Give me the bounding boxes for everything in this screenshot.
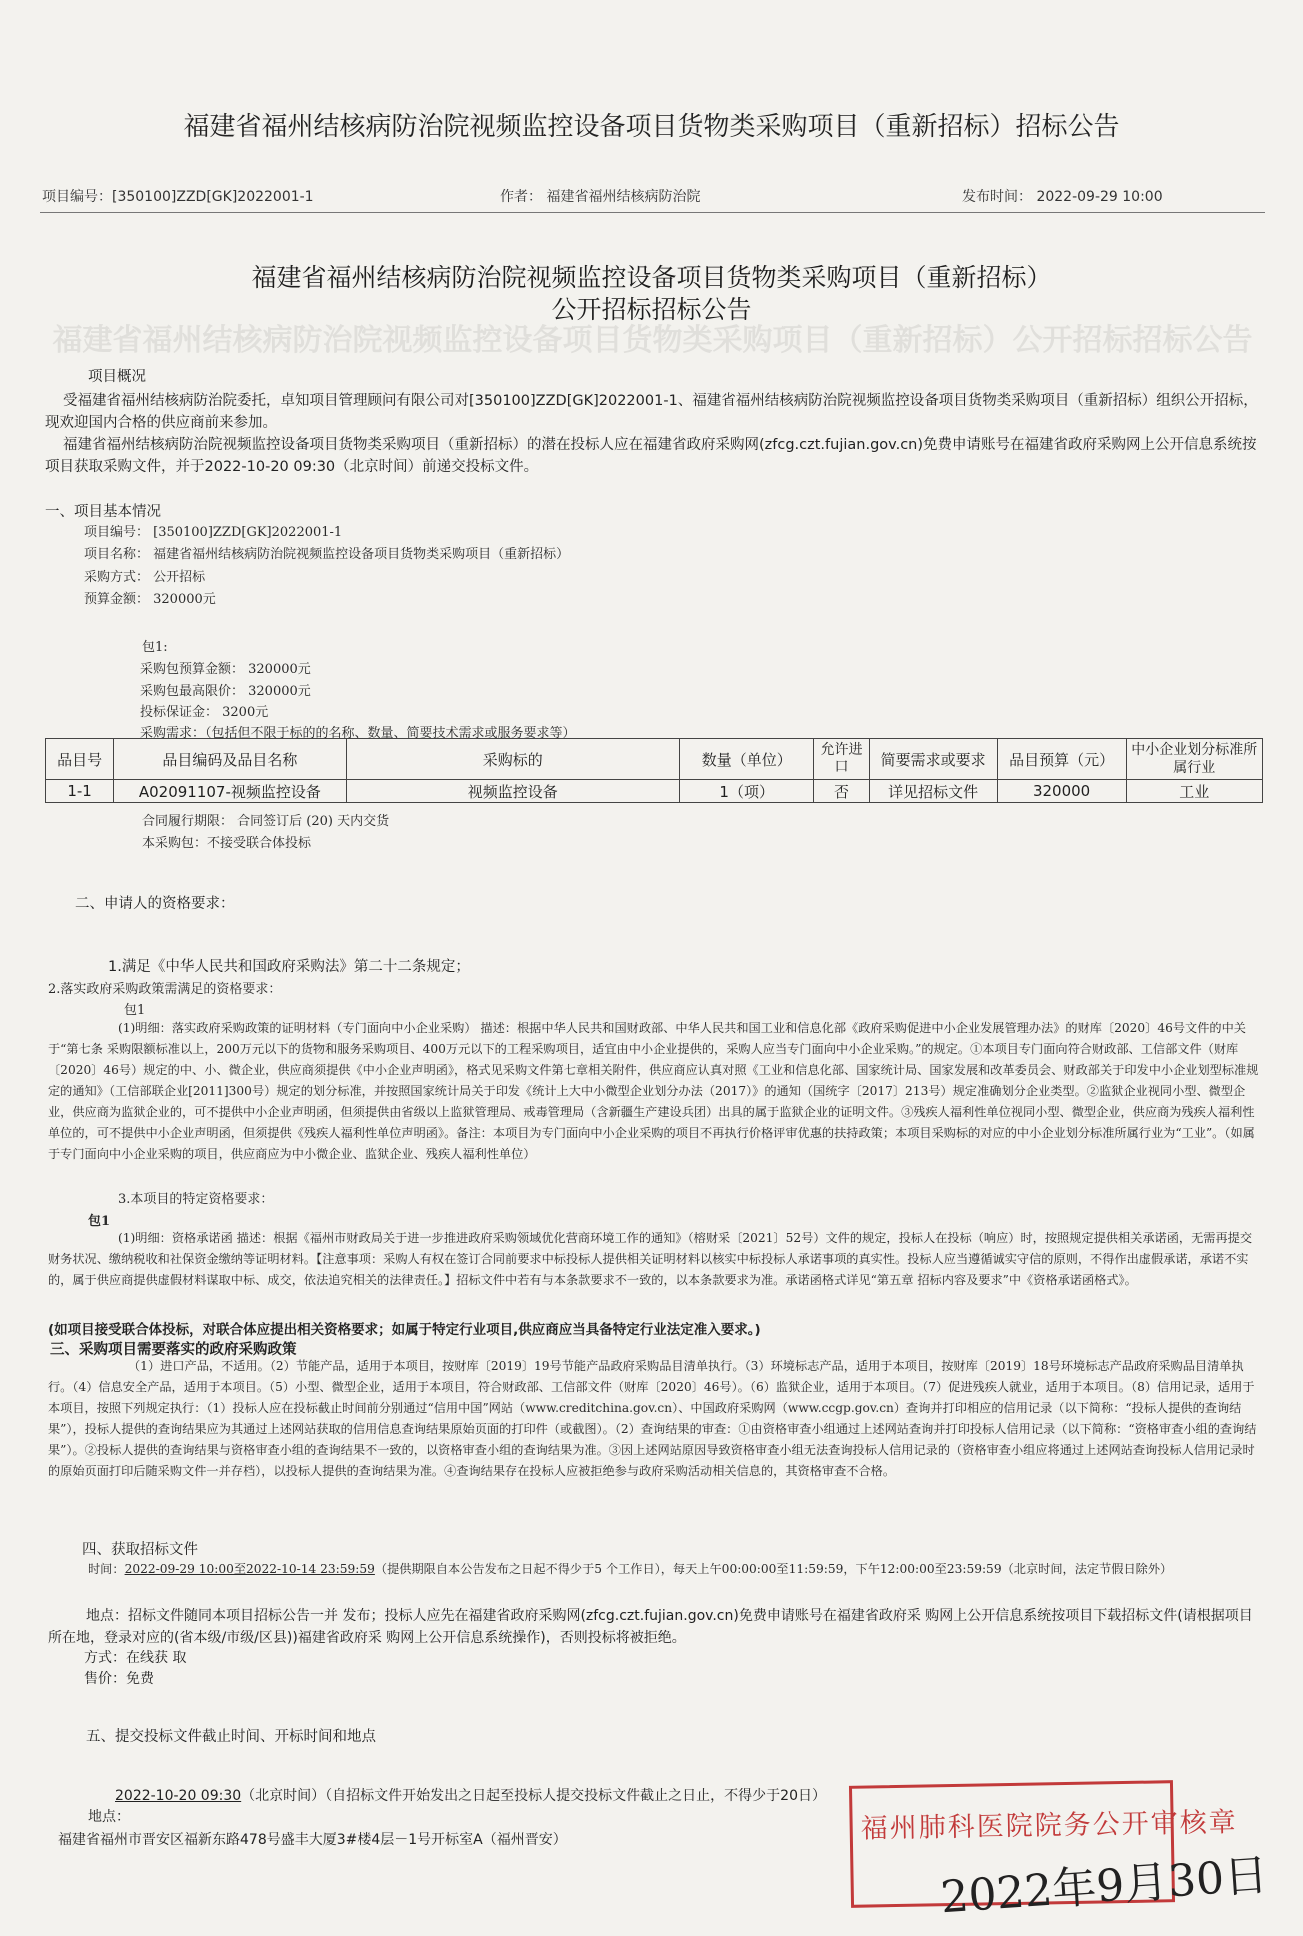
consortium-note: 本采购包：不接受联合体投标 [142,836,312,851]
section3-heading: 三、采购项目需要落实的政府采购政策 [50,1342,297,1358]
cell-item-code: A02091107-视频监控设备 [114,780,346,803]
stamp-text: 福州肺科医院院务公开审核章 [860,1807,1238,1845]
section4-heading: 四、获取招标文件 [82,1542,198,1558]
s2-item2: 2.落实政府采购政策需满足的资格要求： [48,982,282,997]
s4-time-value: 2022-09-29 10:00至2022-10-14 23:59:59 [124,1562,375,1576]
s2-specific-text: (1)明细：资格承诺函 描述：根据《福州市财政局关于进一步推进政府采购领域优化营商环境工作的通知》（榕财采〔2021〕52号）文件的规定，投标人在投标（响应）时，按照规定提供相关承诺函，无需再提交财务状况、缴纳税收和社保资金缴纳等证明材料。【注意事项：采购人有权在签订合同前要求中标投标人提供相关证明材料以核实中标投标人承诺事项的真实性。投标人应当遵循诚实守信的原则，不得作出虚假承诺，承诺不实的，属于供应商提供虚假材料谋取中标、成交，依法追究相关的法律责任。】招标文件中若有与本条款要求不一致的，以本条款要求为准。承诺函格式详见“第五章 招标内容及要求”中《资格承诺函格式》。 [48,1231,1253,1287]
s4-price: 售价：免费 [84,1671,154,1687]
s4-time [48,1559,1263,1580]
s4-method: 方式：在线获 取 [84,1650,187,1666]
s5-deadline: 2022-10-20 09:30 [115,1788,242,1804]
s1-project-name: 项目名称： 福建省福州结核病防治院视频监控设备项目货物类采购项目（重新招标） [84,547,570,562]
header-divider [40,212,1265,213]
items-table [45,738,1263,803]
table-header-row [46,739,1263,780]
s4-time-label: 时间： [88,1562,125,1576]
col-header-quantity: 数量（单位） [680,739,814,780]
overview-heading: 项目概况 [88,369,146,385]
s1-method: 采购方式： 公开招标 [84,570,206,585]
section1-heading: 一、项目基本情况 [45,504,161,520]
s5-place: 福建省福州市晋安区福新东路478号盛丰大厦3#楼4层－1号开标室A（福州晋安） [58,1832,567,1848]
s2-policy-text: (1)明细：落实政府采购政策的证明材料（专门面向中小企业采购） 描述：根据中华人民共和国财政部、中华人民共和国工业和信息化部《政府采购促进中小企业发展管理办法》的财库〔2020〕46号文件的中关于“第七条 采购限额标准以上，200万元以下的货物和服务采购项目、400万元以下的工程采购项目，适宜由中小企业提供的，采购人应当专门面向中小企业采购。”的规定。①本项目专门面向符合财政部、工信部文件（财库〔2020〕46号）规定的中、小、微企业，供应商须提供《中小企业声明函》，格式见采购文件第七章相关附件，供应商应认真对照《工业和信息化部、国家统计局、国家发展和改革委员会、财政部关于印发中小企业划型标准规定的通知》（工信部联企业[2011]300号）规定的划分标准，并按照国家统计局关于印发《统计上大中小微型企业划分办法（2017）》的通知（国统字〔2017〕213号）规定准确划分企业类型。②监狱企业视同小型、微型企业，供应商为监狱企业的，可不提供中小企业声明函，但须提供由省级以上监狱管理局、戒毒管理局（含新疆生产建设兵团）出具的属于监狱企业的证明文件。③残疾人福利性单位视同小型、微型企业，供应商为残疾人福利性单位的，可不提供中小企业声明函，但须提供《残疾人福利性单位声明函》。备注：本项目为专门面向中小企业采购的项目不再执行价格评审优惠的扶持政策；本项目采购标的对应的中小企业划分标准所属行业为“工业”。（如属于专门面向中小企业采购的项目，供应商应为中小微企业、监狱企业、残疾人福利性单位） [48,1021,1259,1161]
s1-budget: 预算金额： 320000元 [84,592,216,607]
contract-term: 合同履行期限： 合同签订后 (20) 天内交货 [142,814,390,829]
s2-package-3: 包1 [88,1214,111,1229]
package-budget: 采购包预算金额： 320000元 [140,662,311,677]
col-header-subject: 采购标的 [346,739,680,780]
s5-deadline-line [115,1785,826,1805]
s4-place: 地点：招标文件随同本项目招标公告一并 发布；投标人应先在福建省政府采购网(zfcg.czt.fujian.gov.cn)免费申请账号在福建省政府采 购网上公开信息系统按项目下载招标文件(请根据项目所在地，登录对应的(省本级/市级/区县))福建省政府采 购网上公开信息系统操作)，否则投标将被拒绝。 [48,1608,1253,1646]
s5-place-label: 地点： [88,1809,130,1825]
cell-budget: 320000 [997,780,1126,803]
col-header-item-code: 品目编码及品目名称 [114,739,346,780]
col-header-requirements: 简要需求或要求 [869,739,997,780]
package-max-price: 采购包最高限价： 320000元 [140,684,311,699]
table-row [46,780,1263,803]
project-number: 项目编号：[350100]ZZD[GK]2022001-1 [42,189,314,205]
s5-deadline-note: （北京时间）（自招标文件开始发出之日起至投标人提交投标文件截止之日止，不得少于20日） [241,1788,826,1804]
page-header-title: 福建省福州结核病防治院视频监控设备项目货物类采购项目（重新招标）招标公告 [183,112,1120,142]
s1-project-no: 项目编号： [350100]ZZD[GK]2022001-1 [84,525,343,540]
package-deposit: 投标保证金： 3200元 [140,705,269,720]
cell-requirements: 详见招标文件 [869,780,997,803]
cell-item-no: 1-1 [46,780,114,803]
section5-heading: 五、提交投标文件截止时间、开标时间和地点 [86,1729,376,1745]
package-label: 包1: [142,640,168,655]
s2-item1: 1.满足《中华人民共和国政府采购法》第二十二条规定； [108,959,470,975]
package-requirements: 采购需求：（包括但不限于标的的名称、数量、简要技术需求或服务要求等） [140,726,576,741]
cell-quantity: 1（项） [680,780,814,803]
col-header-import: 允许进口 [814,739,869,780]
overview-paragraph-1: 受福建省福州结核病防治院委托，卓知项目管理顾问有限公司对[350100]ZZD[GK]2022001-1、福建省福州结核病防治院视频监控设备项目货物类采购项目（重新招标）组织公开招标，现欢迎国内合格的供应商前来参加。 [45,393,1258,431]
col-header-item-no: 品目号 [46,739,114,780]
bleed-through-text: 福建省福州结核病防治院视频监控设备项目货物类采购项目（重新招标）公开招标招标公告 [52,323,1253,358]
s2-package: 包1 [124,1003,146,1018]
publish-time: 发布时间： 2022-09-29 10:00 [962,189,1163,205]
s4-time-note: （提供期限自本公告发布之日起不得少于5 个工作日），每天上午00:00:00至11:59:59，下午12:00:00至23:59:59（北京时间，法定节假日除外） [374,1562,1173,1576]
cell-subject: 视频监控设备 [346,780,680,803]
col-header-budget: 品目预算（元） [997,739,1126,780]
section2-heading: 二、申请人的资格要求： [75,896,235,912]
s2-item3: 3.本项目的特定资格要求： [118,1192,274,1207]
cell-industry: 工业 [1126,780,1262,803]
col-header-industry: 中小企业划分标准所属行业 [1126,739,1262,780]
overview-paragraph-2: 福建省福州结核病防治院视频监控设备项目货物类采购项目（重新招标）的潜在投标人应在福建省政府采购网(zfcg.czt.fujian.gov.cn)免费申请账号在福建省政府采购网上公开信息系统按项目获取采购文件，并于2022-10-20 09:30（北京时间）前递交投标文件。 [45,437,1257,475]
doc-title-line2: 公开招标招标公告 [551,295,752,324]
s3-text: （1）进口产品，不适用。（2）节能产品，适用于本项目，按财库〔2019〕19号节能产品政府采购品目清单执行。（3）环境标志产品，适用于本项目，按财库〔2019〕18号环境标志产品政府采购品目清单执行。（4）信息安全产品，适用于本项目。（5）小型、微型企业，适用于本项目，符合财政部、工信部文件（财库〔2020〕46号）。（6）监狱企业，适用于本项目。（7）促进残疾人就业，适用于本项目。（8）信用记录，适用于本项目，按照下列规定执行：（1）投标人应在投标截止时间前分别通过“信用中国”网站（www.creditchina.gov.cn）、中国政府采购网（www.ccgp.gov.cn）查询并打印相应的信用记录（以下简称：“投标人提供的查询结果”），投标人提供的查询结果应为其通过上述网站获取的信用信息查询结果原始页面的打印件（或截图）。（2）查询结果的审查：①由资格审查小组通过上述网站查询并打印投标人信用记录（以下简称：“资格审查小组的查询结果”）。②投标人提供的查询结果与资格审查小组的查询结果不一致的，以资格审查小组的查询结果为准。③因上述网站原因导致资格审查小组无法查询投标人信用记录的（资格审查小组应将通过上述网站查询投标人信用记录时的原始页面打印后随采购文件一并存档），以投标人提供的查询结果为准。④查询结果存在投标人应被拒绝参与政府采购活动相关信息的，其资格审查不合格。 [48,1359,1257,1478]
handwritten-date: 2022年9月30日 [938,1849,1270,1924]
author: 作者： 福建省福州结核病防治院 [500,189,701,205]
s2-note: (如项目接受联合体投标，对联合体应提出相关资格要求；如属于特定行业项目,供应商应当具备特定行业法定准入要求。) [48,1322,761,1338]
doc-title-line1: 福建省福州结核病防治院视频监控设备项目货物类采购项目（重新招标） [251,263,1052,292]
cell-import: 否 [814,780,869,803]
